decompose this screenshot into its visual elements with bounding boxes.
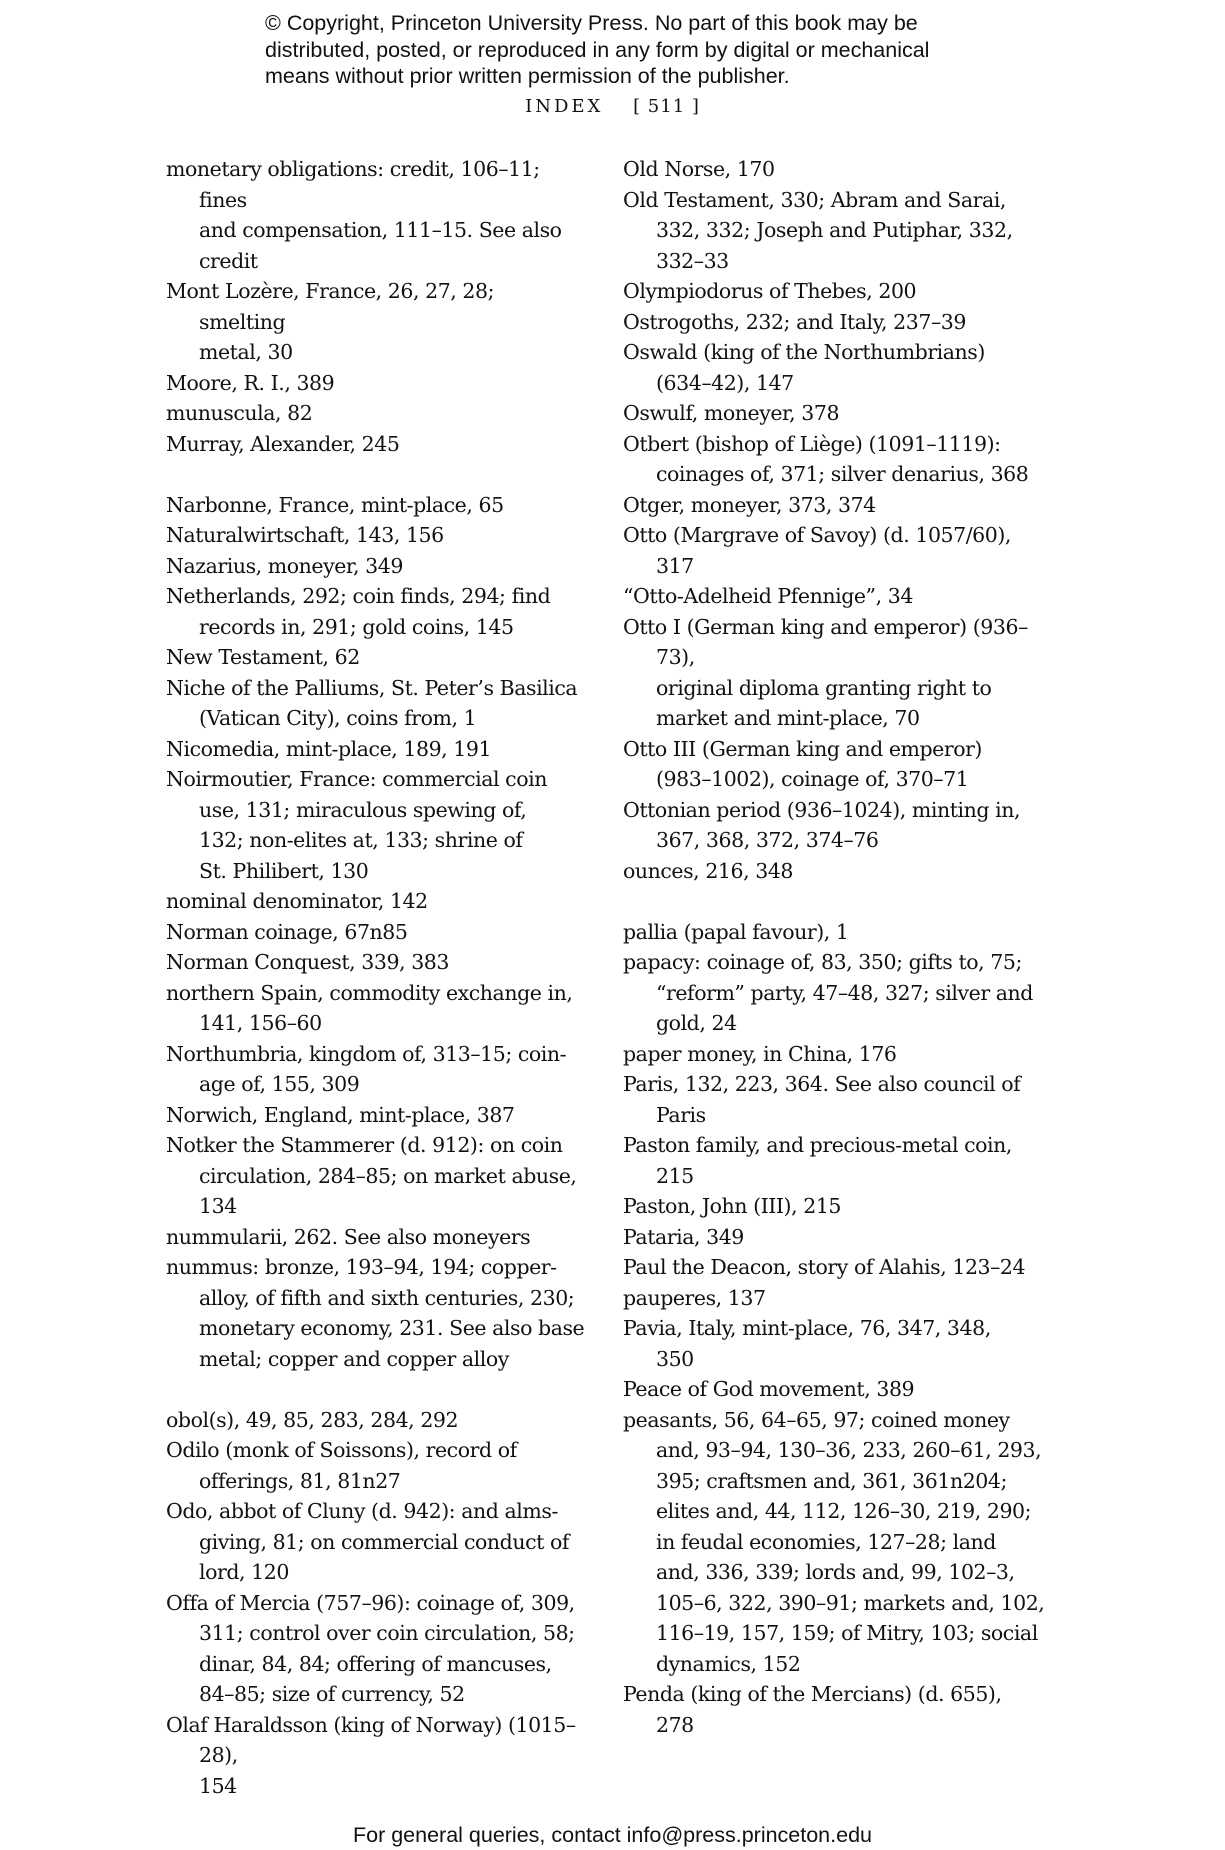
index-entry: pallia (papal favour), 1 — [623, 919, 849, 944]
index-entry: Paul the Deacon, story of Alahis, 123–24 — [623, 1255, 1026, 1279]
index-entry: nummus: bronze, 193–94, 194; copper- alloy, of fifth and sixth centuries, 230; monetary economy, 231. See also base metal; copper and copper alloy — [166, 1255, 585, 1371]
index-entry: Ostrogoths, 232; and Italy, 237–39 — [623, 309, 966, 334]
copyright-notice — [265, 10, 1025, 90]
index-entry: Otto I (German king and emperor) (936–73), original diploma granting right to market and mint-place, 70 — [623, 614, 1028, 730]
index-entry: obol(s), 49, 85, 283, 284, 292 — [166, 1407, 459, 1432]
index-entry: Otbert (bishop of Liège) (1091–1119): coinages of, 371; silver denarius, 368 — [623, 431, 1029, 486]
index-entry: Olympiodorus of Thebes, 200 — [623, 279, 917, 303]
index-entry: Olaf Haraldsson (king of Norway) (1015–28), 154 — [166, 1712, 576, 1798]
index-entry: munuscula, 82 — [166, 401, 313, 425]
index-entry: Old Norse, 170 — [623, 157, 775, 181]
index-entry: Otger, moneyer, 373, 374 — [623, 492, 876, 517]
index-entry: ounces, 216, 348 — [623, 858, 794, 883]
copyright-line: means without prior written permission of the publisher. — [265, 64, 790, 88]
index-entry: monetary obligations: credit, 106–11; fines and compensation, 111–15. See also credit — [166, 157, 562, 273]
index-entry: Paston family, and precious-metal coin, 215 — [623, 1133, 1012, 1188]
index-entry: Nicomedia, mint-place, 189, 191 — [166, 736, 492, 761]
index-entry: Norman Conquest, 339, 383 — [166, 950, 449, 974]
index-entry: Odo, abbot of Cluny (d. 942): and alms- giving, 81; on commercial conduct of lord, 120 — [166, 1499, 570, 1584]
index-entry: New Testament, 62 — [166, 645, 360, 669]
index-entry: Noirmoutier, France: commercial coin use, 131; miraculous spewing of, 132; non-elites at, 133; shrine of St. Philibert, 130 — [166, 767, 547, 883]
index-entry: nominal denominator, 142 — [166, 889, 428, 913]
index-entry: Notker the Stammerer (d. 912): on coin circulation, 284–85; on market abuse, 134 — [166, 1133, 577, 1218]
index-entry: Odilo (monk of Soissons), record of offerings, 81, 81n27 — [166, 1438, 517, 1493]
index-entry: Mont Lozère, France, 26, 27, 28; smelting metal, 30 — [166, 279, 495, 364]
index-entry: Paston, John (III), 215 — [623, 1194, 842, 1218]
index-entry: “Otto-Adelheid Pfennige”, 34 — [623, 584, 913, 608]
index-entry: Oswulf, moneyer, 378 — [623, 401, 840, 425]
index-entry: Naturalwirtschaft, 143, 156 — [166, 523, 444, 547]
index-entry: Netherlands, 292; coin finds, 294; find records in, 291; gold coins, 145 — [166, 584, 551, 639]
running-head-label: INDEX — [525, 96, 604, 117]
index-column-right — [623, 154, 1053, 1740]
index-entry: peasants, 56, 64–65, 97; coined money and, 93–94, 130–36, 233, 260–61, 293, 395; craftsmen and, 361, 361n204; elites and, 44, 112, 126–30, 219, 290; in feudal economies, 127–28; land and, 336, 339; lords and, 99, 102–3, 105–6, 322, 390–91; markets and, 102, 116–19, 157, 159; of Mitry, 103; social dynamics, 152 — [623, 1407, 1045, 1676]
index-entry: papacy: coinage of, 83, 350; gifts to, 75; “reform” party, 47–48, 327; silver and gold, 24 — [623, 950, 1033, 1035]
letter-group-gap — [166, 459, 586, 490]
index-entry: Penda (king of the Mercians) (d. 655), 278 — [623, 1682, 1002, 1737]
letter-group-gap — [623, 886, 1053, 917]
index-entry: Murray, Alexander, 245 — [166, 431, 400, 456]
index-entry: northern Spain, commodity exchange in, 141, 156–60 — [166, 980, 573, 1035]
index-entry: Northumbria, kingdom of, 313–15; coin- age of, 155, 309 — [166, 1041, 567, 1096]
letter-group-gap — [166, 1374, 586, 1405]
index-entry: Norman coinage, 67n85 — [166, 919, 408, 944]
index-column-left — [166, 154, 586, 1801]
index-entry: Pavia, Italy, mint-place, 76, 347, 348, 350 — [623, 1316, 991, 1371]
index-entry: Old Testament, 330; Abram and Sarai, 332, 332; Joseph and Putiphar, 332, 332–33 — [623, 187, 1013, 273]
index-entry: Peace of God movement, 389 — [623, 1377, 915, 1401]
index-entry: Paris, 132, 223, 364. See also council of Paris — [623, 1072, 1021, 1127]
copyright-line: distributed, posted, or reproduced in any form by digital or mechanical — [265, 37, 930, 62]
index-entry: Moore, R. I., 389 — [166, 370, 335, 395]
index-entry: nummularii, 262. See also moneyers — [166, 1224, 531, 1249]
index-entry: Norwich, England, mint-place, 387 — [166, 1102, 515, 1127]
footer-contact: For general queries, contact info@press.princeton.edu — [352, 1823, 872, 1847]
index-entry: Niche of the Palliums, St. Peter’s Basilica (Vatican City), coins from, 1 — [166, 675, 578, 730]
index-entry: Oswald (king of the Northumbrians) (634–42), 147 — [623, 340, 985, 395]
index-entry: Offa of Mercia (757–96): coinage of, 309, 311; control over coin circulation, 58; dinar, 84, 84; offering of mancuses, 84–85; size of currency, 52 — [166, 1590, 575, 1706]
index-entry: Pataria, 349 — [623, 1224, 744, 1249]
running-head — [0, 94, 1225, 120]
index-entry: pauperes, 137 — [623, 1285, 766, 1310]
index-entry: Otto (Margrave of Savoy) (d. 1057/60), 317 — [623, 523, 1011, 578]
copyright-line: © Copyright, Princeton University Press. No part of this book may be — [265, 11, 918, 35]
index-entry: Otto III (German king and emperor) (983–1002), coinage of, 370–71 — [623, 736, 982, 791]
page-number: [ 511 ] — [633, 96, 700, 117]
index-entry: Narbonne, France, mint-place, 65 — [166, 492, 504, 517]
index-entry: paper money, in China, 176 — [623, 1041, 897, 1066]
index-entry: Nazarius, moneyer, 349 — [166, 553, 403, 578]
index-entry: Ottonian period (936–1024), minting in, 367, 368, 372, 374–76 — [623, 797, 1021, 852]
